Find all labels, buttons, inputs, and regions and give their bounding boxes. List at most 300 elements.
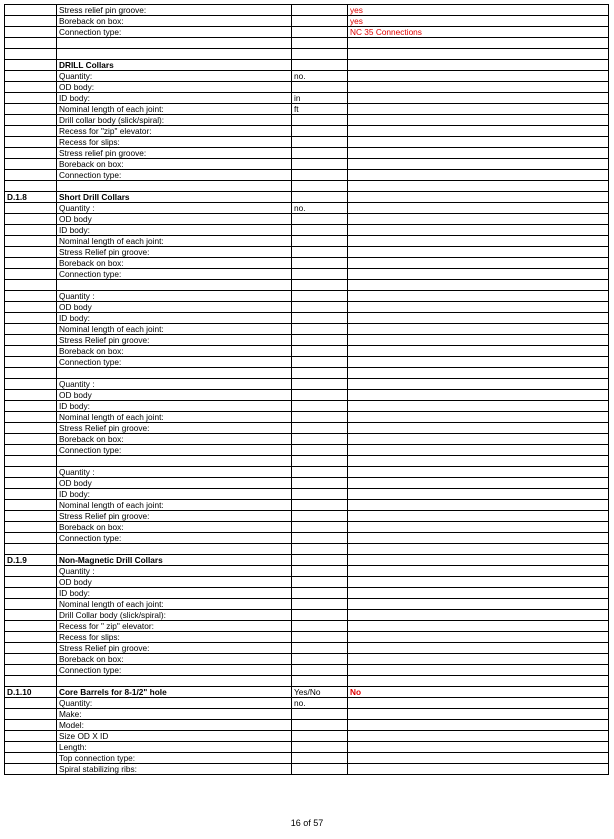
row-unit	[292, 544, 348, 555]
row-value	[348, 753, 609, 764]
row-label: Nominal length of each joint:	[57, 104, 292, 115]
row-code	[5, 621, 57, 632]
row-unit	[292, 137, 348, 148]
row-label: OD body	[57, 302, 292, 313]
table-row	[5, 236, 609, 247]
table-row	[5, 115, 609, 126]
row-code	[5, 5, 57, 16]
table-row	[5, 82, 609, 93]
row-value	[348, 368, 609, 379]
row-unit	[292, 225, 348, 236]
table-row	[5, 412, 609, 423]
table-row	[5, 313, 609, 324]
row-value	[348, 401, 609, 412]
row-label: Boreback on box:	[57, 434, 292, 445]
table-row	[5, 269, 609, 280]
row-code	[5, 236, 57, 247]
row-label: OD body	[57, 478, 292, 489]
row-value	[348, 511, 609, 522]
row-unit: in	[292, 93, 348, 104]
row-unit	[292, 401, 348, 412]
row-value	[348, 346, 609, 357]
row-unit	[292, 665, 348, 676]
row-value	[348, 533, 609, 544]
table-row	[5, 588, 609, 599]
row-label: Connection type:	[57, 269, 292, 280]
row-label: Boreback on box:	[57, 522, 292, 533]
row-label: OD body:	[57, 82, 292, 93]
row-code	[5, 511, 57, 522]
row-code	[5, 159, 57, 170]
row-unit	[292, 643, 348, 654]
row-label	[57, 181, 292, 192]
row-code	[5, 302, 57, 313]
row-label: ID body:	[57, 588, 292, 599]
row-label: Stress Relief pin groove:	[57, 511, 292, 522]
row-unit: no.	[292, 71, 348, 82]
section-header-row	[5, 192, 609, 203]
row-value	[348, 192, 609, 203]
table-row	[5, 280, 609, 291]
row-label: Nominal length of each joint:	[57, 599, 292, 610]
table-row	[5, 621, 609, 632]
row-label: Top connection type:	[57, 753, 292, 764]
row-unit	[292, 148, 348, 159]
table-row	[5, 445, 609, 456]
row-value: NC 35 Connections	[348, 27, 609, 38]
section-header-row	[5, 60, 609, 71]
row-code	[5, 93, 57, 104]
row-code	[5, 434, 57, 445]
row-unit	[292, 577, 348, 588]
row-code	[5, 566, 57, 577]
table-row	[5, 379, 609, 390]
row-unit	[292, 368, 348, 379]
row-code	[5, 170, 57, 181]
row-code	[5, 467, 57, 478]
row-code	[5, 577, 57, 588]
table-row	[5, 742, 609, 753]
row-label: Stress Relief pin groove:	[57, 247, 292, 258]
row-label: ID body:	[57, 313, 292, 324]
table-row	[5, 423, 609, 434]
row-value	[348, 621, 609, 632]
row-unit	[292, 610, 348, 621]
row-code	[5, 390, 57, 401]
row-value	[348, 731, 609, 742]
table-row	[5, 170, 609, 181]
row-code: D.1.8	[5, 192, 57, 203]
table-row	[5, 49, 609, 60]
row-label: Nominal length of each joint:	[57, 412, 292, 423]
row-unit	[292, 599, 348, 610]
row-code	[5, 16, 57, 27]
row-label: Stress Relief pin groove:	[57, 423, 292, 434]
row-label: Recess for slips:	[57, 137, 292, 148]
row-label: DRILL Collars	[57, 60, 292, 71]
row-code	[5, 533, 57, 544]
row-unit	[292, 38, 348, 49]
row-code	[5, 60, 57, 71]
row-value	[348, 302, 609, 313]
row-code	[5, 456, 57, 467]
row-value	[348, 159, 609, 170]
row-label: Short Drill Collars	[57, 192, 292, 203]
row-unit	[292, 511, 348, 522]
table-row	[5, 467, 609, 478]
row-code	[5, 247, 57, 258]
row-unit	[292, 335, 348, 346]
row-label: Nominal length of each joint:	[57, 324, 292, 335]
row-label	[57, 38, 292, 49]
row-unit	[292, 302, 348, 313]
row-code	[5, 291, 57, 302]
section-header-row	[5, 687, 609, 698]
row-unit	[292, 731, 348, 742]
row-code	[5, 82, 57, 93]
table-row	[5, 478, 609, 489]
row-unit	[292, 159, 348, 170]
row-code	[5, 720, 57, 731]
row-code	[5, 313, 57, 324]
row-label: Core Barrels for 8-1/2" hole	[57, 687, 292, 698]
row-unit	[292, 82, 348, 93]
row-value	[348, 236, 609, 247]
row-value	[348, 71, 609, 82]
row-label: Non-Magnetic Drill Collars	[57, 555, 292, 566]
row-value	[348, 709, 609, 720]
row-unit	[292, 247, 348, 258]
row-value	[348, 555, 609, 566]
row-unit	[292, 181, 348, 192]
row-label: Spiral stabilizing ribs:	[57, 764, 292, 775]
row-label: Boreback on box:	[57, 16, 292, 27]
row-code	[5, 137, 57, 148]
row-code	[5, 324, 57, 335]
row-unit	[292, 214, 348, 225]
row-unit	[292, 632, 348, 643]
table-row	[5, 731, 609, 742]
row-unit	[292, 16, 348, 27]
row-code	[5, 38, 57, 49]
row-label: Connection type:	[57, 357, 292, 368]
table-row	[5, 764, 609, 775]
row-label: Stress Relief pin groove:	[57, 335, 292, 346]
row-code	[5, 522, 57, 533]
table-row	[5, 709, 609, 720]
row-code	[5, 500, 57, 511]
row-value	[348, 379, 609, 390]
row-value	[348, 445, 609, 456]
row-value	[348, 335, 609, 346]
row-value	[348, 423, 609, 434]
row-unit	[292, 709, 348, 720]
row-label: Quantity:	[57, 71, 292, 82]
table-row	[5, 720, 609, 731]
table-row	[5, 5, 609, 16]
row-value	[348, 49, 609, 60]
row-value	[348, 60, 609, 71]
row-code	[5, 335, 57, 346]
row-unit	[292, 555, 348, 566]
row-label: Quantity :	[57, 379, 292, 390]
row-value	[348, 170, 609, 181]
table-row	[5, 390, 609, 401]
row-value	[348, 665, 609, 676]
row-code	[5, 27, 57, 38]
row-label: Nominal length of each joint:	[57, 500, 292, 511]
row-code: D.1.10	[5, 687, 57, 698]
row-code	[5, 346, 57, 357]
row-code	[5, 49, 57, 60]
table-row	[5, 500, 609, 511]
row-code	[5, 753, 57, 764]
table-row	[5, 247, 609, 258]
row-label: Nominal length of each joint:	[57, 236, 292, 247]
table-row	[5, 544, 609, 555]
row-label: Connection type:	[57, 27, 292, 38]
row-unit	[292, 269, 348, 280]
row-unit	[292, 500, 348, 511]
row-unit	[292, 654, 348, 665]
table-row	[5, 676, 609, 687]
row-value	[348, 93, 609, 104]
row-label: Quantity:	[57, 698, 292, 709]
row-value	[348, 126, 609, 137]
row-label: Quantity :	[57, 467, 292, 478]
row-label: Quantity :	[57, 566, 292, 577]
row-value	[348, 764, 609, 775]
row-label: Size OD X ID	[57, 731, 292, 742]
row-unit	[292, 291, 348, 302]
row-unit	[292, 467, 348, 478]
row-value	[348, 676, 609, 687]
row-unit	[292, 115, 348, 126]
row-code	[5, 654, 57, 665]
table-row	[5, 104, 609, 115]
row-value	[348, 203, 609, 214]
row-value	[348, 467, 609, 478]
row-unit	[292, 346, 348, 357]
row-code	[5, 731, 57, 742]
row-label: Recess for slips:	[57, 632, 292, 643]
table-row	[5, 753, 609, 764]
row-value	[348, 544, 609, 555]
row-unit	[292, 621, 348, 632]
row-value	[348, 225, 609, 236]
row-code	[5, 104, 57, 115]
table-row	[5, 489, 609, 500]
row-label	[57, 544, 292, 555]
row-code	[5, 544, 57, 555]
row-code	[5, 71, 57, 82]
row-label: Recess for " zip" elevator:	[57, 621, 292, 632]
row-label: Boreback on box:	[57, 654, 292, 665]
row-code	[5, 148, 57, 159]
row-label: Connection type:	[57, 170, 292, 181]
row-code	[5, 489, 57, 500]
row-value	[348, 38, 609, 49]
table-row	[5, 291, 609, 302]
row-value	[348, 610, 609, 621]
table-row	[5, 181, 609, 192]
row-value	[348, 654, 609, 665]
section-header-row	[5, 555, 609, 566]
row-unit	[292, 676, 348, 687]
table-row	[5, 346, 609, 357]
row-label: ID body:	[57, 489, 292, 500]
row-unit	[292, 720, 348, 731]
row-code	[5, 115, 57, 126]
row-value	[348, 324, 609, 335]
row-value	[348, 357, 609, 368]
row-label: ID body:	[57, 225, 292, 236]
row-unit	[292, 489, 348, 500]
row-value	[348, 489, 609, 500]
row-unit	[292, 533, 348, 544]
row-value	[348, 698, 609, 709]
table-row	[5, 335, 609, 346]
row-value	[348, 390, 609, 401]
row-unit	[292, 236, 348, 247]
table-row	[5, 632, 609, 643]
row-value	[348, 500, 609, 511]
table-row	[5, 654, 609, 665]
row-label: Boreback on box:	[57, 159, 292, 170]
row-label	[57, 280, 292, 291]
row-unit	[292, 379, 348, 390]
table-row	[5, 93, 609, 104]
row-unit	[292, 280, 348, 291]
row-label: Boreback on box:	[57, 346, 292, 357]
row-unit	[292, 27, 348, 38]
specification-table-body	[5, 5, 609, 775]
row-value	[348, 434, 609, 445]
row-value	[348, 588, 609, 599]
row-label: ID body:	[57, 93, 292, 104]
row-code	[5, 632, 57, 643]
row-value	[348, 181, 609, 192]
table-row	[5, 368, 609, 379]
row-code	[5, 269, 57, 280]
row-code	[5, 258, 57, 269]
table-row	[5, 610, 609, 621]
row-unit	[292, 192, 348, 203]
row-value: No	[348, 687, 609, 698]
row-unit	[292, 412, 348, 423]
row-code	[5, 698, 57, 709]
row-label	[57, 676, 292, 687]
row-label: Model:	[57, 720, 292, 731]
row-label	[57, 368, 292, 379]
table-row	[5, 71, 609, 82]
row-value	[348, 313, 609, 324]
row-value	[348, 269, 609, 280]
row-code	[5, 280, 57, 291]
row-unit	[292, 566, 348, 577]
table-row	[5, 38, 609, 49]
table-row	[5, 324, 609, 335]
row-value	[348, 291, 609, 302]
row-value	[348, 104, 609, 115]
row-label: Quantity :	[57, 291, 292, 302]
row-unit	[292, 522, 348, 533]
row-value	[348, 577, 609, 588]
row-value	[348, 478, 609, 489]
row-unit	[292, 313, 348, 324]
row-value	[348, 599, 609, 610]
row-unit	[292, 588, 348, 599]
row-unit	[292, 258, 348, 269]
row-unit	[292, 423, 348, 434]
row-code	[5, 588, 57, 599]
row-value	[348, 82, 609, 93]
row-value	[348, 280, 609, 291]
table-row	[5, 599, 609, 610]
table-row	[5, 665, 609, 676]
row-unit	[292, 49, 348, 60]
row-label	[57, 456, 292, 467]
row-value	[348, 632, 609, 643]
row-value: yes	[348, 16, 609, 27]
row-label: ID body:	[57, 401, 292, 412]
row-code	[5, 423, 57, 434]
row-value	[348, 720, 609, 731]
row-value	[348, 258, 609, 269]
table-row	[5, 434, 609, 445]
row-code	[5, 742, 57, 753]
row-unit: no.	[292, 203, 348, 214]
row-label: Drill Collar body (slick/spiral):	[57, 610, 292, 621]
row-unit	[292, 753, 348, 764]
row-label: Drill collar body (slick/spiral):	[57, 115, 292, 126]
row-code	[5, 368, 57, 379]
row-label: OD body	[57, 214, 292, 225]
row-label: Quantity :	[57, 203, 292, 214]
table-row	[5, 511, 609, 522]
row-code: D.1.9	[5, 555, 57, 566]
row-code	[5, 764, 57, 775]
row-label: Recess for "zip" elevator:	[57, 126, 292, 137]
table-row	[5, 159, 609, 170]
row-unit	[292, 445, 348, 456]
row-unit	[292, 456, 348, 467]
row-code	[5, 610, 57, 621]
row-code	[5, 181, 57, 192]
table-row	[5, 643, 609, 654]
row-label: Connection type:	[57, 533, 292, 544]
row-code	[5, 401, 57, 412]
table-row	[5, 302, 609, 313]
row-label: Make:	[57, 709, 292, 720]
row-code	[5, 445, 57, 456]
table-row	[5, 203, 609, 214]
table-row	[5, 214, 609, 225]
table-row	[5, 126, 609, 137]
table-row	[5, 401, 609, 412]
row-unit	[292, 742, 348, 753]
row-value	[348, 148, 609, 159]
row-code	[5, 478, 57, 489]
row-unit: Yes/No	[292, 687, 348, 698]
row-unit	[292, 390, 348, 401]
row-code	[5, 676, 57, 687]
row-code	[5, 214, 57, 225]
table-row	[5, 357, 609, 368]
table-row	[5, 456, 609, 467]
row-label: OD body	[57, 390, 292, 401]
row-label	[57, 49, 292, 60]
